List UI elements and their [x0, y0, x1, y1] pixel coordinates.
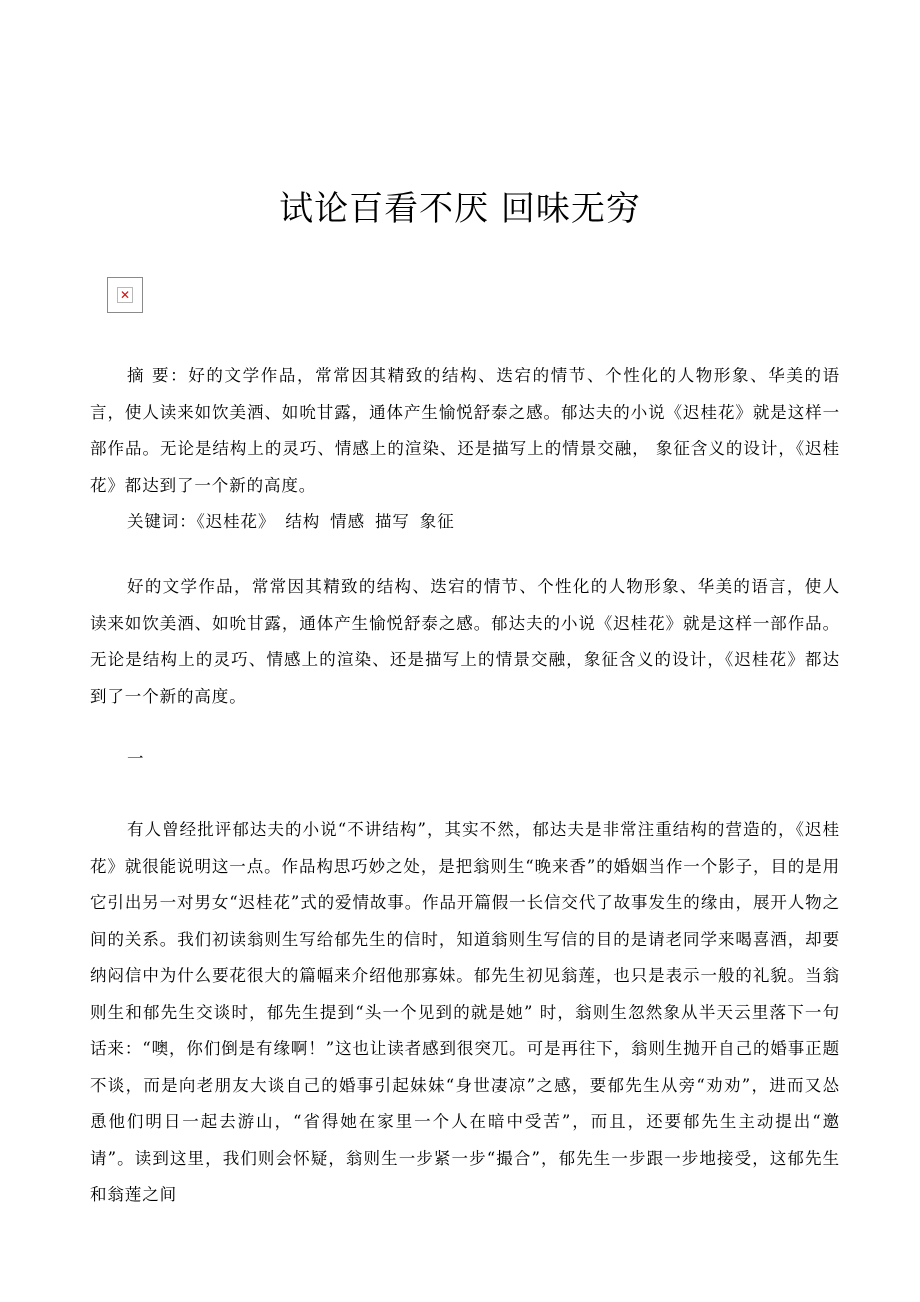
image-placeholder [107, 277, 143, 313]
keyword-item: 情感 [330, 512, 365, 531]
section-paragraph: 有人曾经批评郁达夫的小说“不讲结构”，其实不然，郁达夫是非常注重结构的营造的，《迟桂花》就很能说明这一点。作品构思巧妙之处，是把翁则生“晚来香”的婚姻当作一个影子，目的是用它引出另一对男女“迟桂花”式的爱情故事。作品开篇假一长信交代了故事发生的缘由，展开人物之间的关系。我们初读翁则生写给郁先生的信时，知道翁则生写信的目的是请老同学来喝喜酒，却要纳闷信中为什么要花很大的篇幅来介绍他那寡妹。郁先生初见翁莲，也只是表示一般的礼貌。当翁则生和郁先生交谈时，郁先生提到“头一个见到的就是她” 时，翁则生忽然象从半天云里落下一句话来：“噢，你们倒是有缘啊！”这也让读者感到很突兀。可是再往下，翁则生抛开自己的婚事正题不谈，而是向老朋友大谈自己的婚事引起妹妹“身世凄凉”之感，要郁先生从旁“劝劝”，进而又怂恿他们明日一起去游山，“省得她在家里一个人在暗中受苦”，而且，还要郁先生主动提出“邀请”。读到这里，我们则会怀疑，翁则生一步紧一步“撮合”，郁先生一步跟一步地接受，这郁先生和翁莲之间 [90, 820, 840, 1204]
keyword-item: 《迟桂花》 [196, 512, 276, 531]
keyword-item: 描写 [374, 512, 410, 531]
intro-paragraph: 好的文学作品，常常因其精致的结构、迭宕的情节、个性化的人物形象、华美的语言，使人读来如饮美酒、如吮甘露，通体产生愉悦舒泰之感。郁达夫的小说《迟桂花》就是这样一部作品。无论是结构上的灵巧、情感上的渲染、还是描写上的情景交融，象征含义的设计，《迟桂花》都达到了一个新的高度。 [90, 577, 840, 706]
section-number: 一 [127, 749, 145, 768]
keywords-line [90, 504, 840, 541]
abstract-paragraph: 摘 要：好的文学作品，常常因其精致的结构、迭宕的情节、个性化的人物形象、华美的语言，使人读来如饮美酒、如吮甘露，通体产生愉悦舒泰之感。郁达夫的小说《迟桂花》就是这样一部作品。无论是结构上的灵巧、情感上的渲染、还是描写上的情景交融， 象征含义的设计，《迟桂花》都达到了一个新的高度。 [90, 366, 840, 495]
keyword-item: 象征 [419, 512, 455, 531]
keyword-item: 结构 [285, 512, 321, 531]
document-title: 试论百看不厌 回味无穷 [279, 189, 641, 229]
keywords-label: 关键词： [127, 512, 197, 531]
broken-image-icon: ✕ [117, 287, 133, 303]
